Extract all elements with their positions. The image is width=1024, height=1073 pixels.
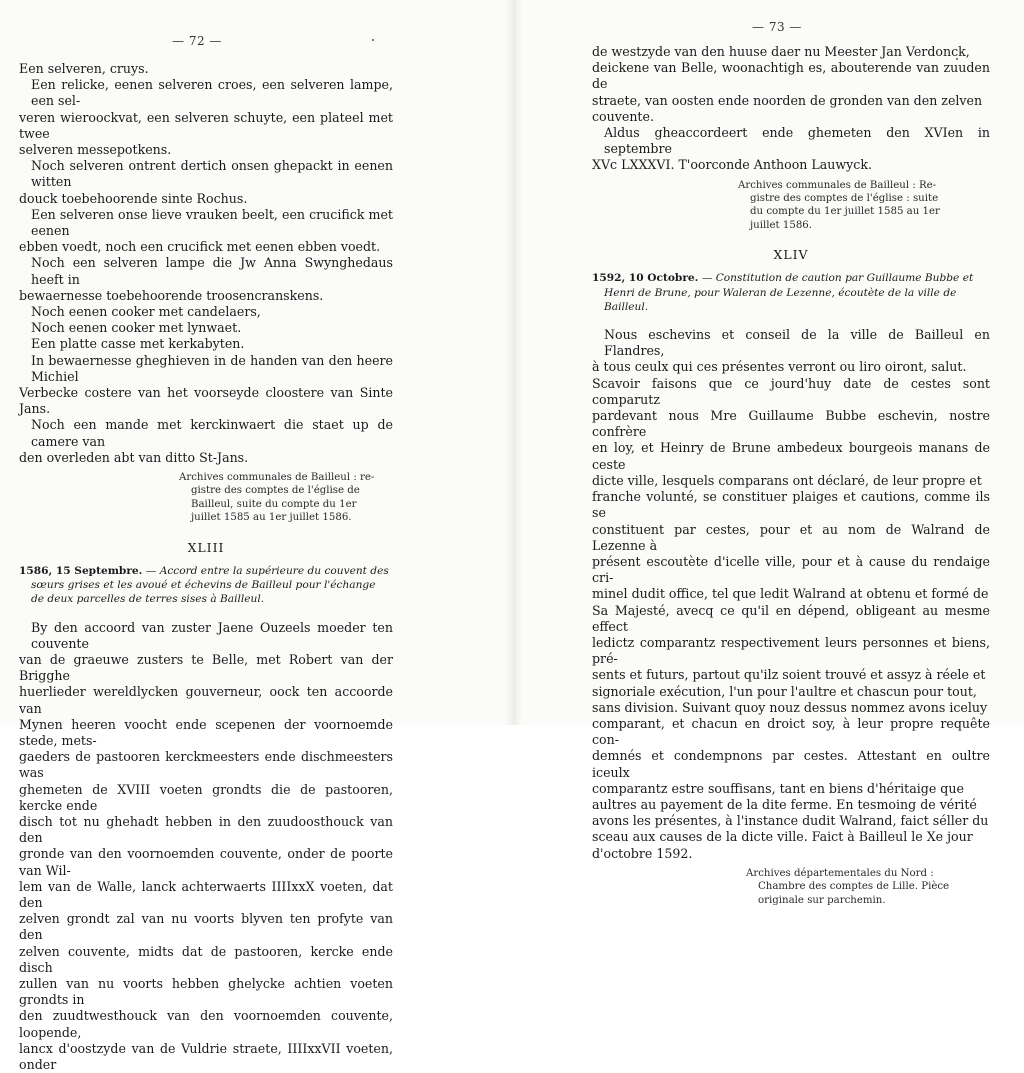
text-line: van de graeuwe zusters te Belle, met Robert van der Brigghe	[19, 651, 393, 684]
text-line: den overleden abt van ditto St-Jans.	[19, 449, 249, 465]
heading-summary: — Constitution de caution par Guillaume Bubbe et	[701, 272, 974, 285]
text-line: Een selveren, cruys.	[19, 61, 149, 76]
text-line: de westzyde van den huuse daer nu Meester Jan Verdonck,	[592, 44, 970, 59]
text-line: zullen van nu voorts hebben ghelycke achtien voeten grondts in	[19, 975, 393, 1008]
text-line: lancx d'oostzyde van de Vuldrie straete, IIIIxxVII voeten, onder	[19, 1040, 393, 1072]
citation-line: Archives communales de Bailleul : re-	[179, 472, 375, 484]
heading-line: sœurs grises et les avoué et échevins de Bailleul pour l'échange	[31, 579, 376, 592]
text-line: Noch eenen cooker met candelaers,	[31, 304, 261, 320]
text-line: demnés et condempnons par cestes. Attestant en oultre iceulx	[592, 748, 990, 780]
left-archive-citation	[19, 471, 379, 525]
text-line: constituent par cestes, pour et au nom de Walrand de Lezenne à	[592, 521, 990, 553]
left-text-top	[19, 61, 393, 466]
text-line: ebben voedt, noch een crucifick met eenen ebben voedt.	[19, 239, 381, 255]
right-text-top	[592, 44, 990, 174]
text-line: comparant, et chacun en droict soy, à leur propre requête con-	[592, 715, 990, 748]
text-line: zelven grondt zal van nu voorts blyven ten profyte van den	[19, 911, 393, 943]
text-line: den zuudtwesthouck van den voornoemden couvente, loopende,	[19, 1008, 393, 1040]
heading-line: Henri de Brune, pour Waleran de Lezenne, écoutète de la ville de	[604, 286, 957, 299]
text-line: sents et futurs, partout qu'ilz soient trouvé et assyz à réele et	[592, 667, 986, 683]
heading-summary: — Accord entre la supérieure du couvent des	[145, 564, 389, 577]
text-line: signoriale exécution, l'un pour l'aultre et chascun pour tout,	[592, 683, 977, 699]
text-line: ledictz comparantz respectivement leurs personnes et biens, pré-	[592, 634, 990, 667]
text-line: zelven couvente, midts dat de pastooren, kercke ende disch	[19, 943, 393, 975]
heading-xliv	[592, 271, 990, 314]
text-line: bewaernesse toebehoorende troosencranskens.	[19, 287, 324, 303]
text-line: huerlieder wereldlycken gouverneur, oock ten accoorde van	[19, 684, 393, 716]
text-line: Noch selveren ontrent dertich onsen ghepackt in eenen witten	[31, 158, 393, 190]
citation-line: Chambre des comptes de Lille. Pièce	[758, 881, 950, 893]
text-line: présent escoutète d'icelle ville, pour et à cause du rendaige cri-	[592, 553, 990, 586]
citation-line: Archives départementales du Nord :	[746, 867, 934, 879]
text-line: Een relicke, eenen selveren croes, een selveren lampe, een sel-	[31, 77, 393, 109]
text-line: Noch een mande met kerckinwaert die staet up de camere van	[31, 417, 393, 449]
text-line: straete, van oosten ende noorden de gronden van den zelven	[592, 92, 983, 108]
text-line: Nous eschevins et conseil de la ville de Bailleul en Flandres,	[604, 327, 990, 359]
text-line: Een platte casse met kerkabyten.	[31, 336, 245, 352]
left-page	[0, 0, 508, 1072]
heading-line: Bailleul.	[604, 300, 649, 313]
text-line: d'octobre 1592.	[592, 845, 693, 861]
text-line: Scavoir faisons que ce jourd'huy date de cestes sont comparutz	[592, 375, 990, 407]
text-line: comparantz estre souffisans, tant en biens d'héritaige que	[592, 780, 964, 796]
citation-line: originale sur parchemin.	[758, 894, 886, 906]
text-line: en loy, et Heinry de Brune ambedeux bourgeois manans de ceste	[592, 440, 990, 472]
heading-date: 1592, 10 Octobre.	[592, 272, 699, 285]
text-line: Een selveren onse lieve vrauken beelt, een crucifick met eenen	[31, 206, 393, 239]
text-line: selveren messepotkens.	[19, 142, 172, 158]
heading-xliii	[19, 564, 393, 607]
citation-line: du compte du 1er juillet 1585 au 1er	[750, 206, 940, 218]
text-line: lem van de Walle, lanck achterwaerts IIIIxxX voeten, dat den	[19, 878, 393, 910]
text-line: à tous ceulx qui ces présentes verront ou liro oiront, salut.	[592, 359, 967, 375]
text-line: couvente.	[592, 108, 654, 124]
left-text-bottom	[19, 620, 393, 1073]
text-line: franche volunté, se constituer plaiges et cautions, comme ils se	[592, 489, 990, 521]
right-text-bottom	[592, 327, 990, 862]
right-page-body	[592, 44, 990, 907]
text-line: XVc LXXXVI. T'oorconde Anthoon Lauwyck.	[592, 157, 872, 173]
text-line: avons les présentes, à l'instance dudit Walrand, faict séller du	[592, 813, 989, 829]
text-line: Noch eenen cooker met lynwaet.	[31, 320, 242, 336]
heading-summary-rest	[19, 578, 393, 606]
citation-line: Archives communales de Bailleul : Re-	[738, 179, 937, 191]
citation-line: Bailleul, suite du compte du 1er	[191, 498, 357, 510]
heading-summary-rest	[592, 286, 990, 314]
text-line: Sa Majesté, avecq ce qu'il en dépend, obligeant au mesme effect	[592, 602, 990, 634]
text-line: minel dudit office, tel que ledit Walrand at obtenu et formé de	[592, 586, 989, 602]
citation-line: gistre des comptes de l'église : suite	[750, 193, 939, 205]
text-line: Verbecke costere van het voorseyde cloostere van Sinte Jans.	[19, 385, 393, 417]
page-number-right: — 73 —	[752, 20, 802, 34]
speck	[372, 39, 374, 41]
section-number-xliv: XLIV	[773, 247, 809, 263]
text-line: Mynen heeren voocht ende scepenen der voornoemde stede, mets-	[19, 716, 393, 748]
citation-line: juillet 1586.	[750, 219, 813, 231]
text-line: sans division. Suivant quoy nouz dessus nommez avons iceluy	[592, 699, 988, 715]
heading-line: de deux parcelles de terres sises à Bailleul.	[31, 593, 265, 606]
text-line: aultres au payement de la dite ferme. En tesmoing de vérité	[592, 796, 977, 812]
right-page	[520, 0, 1024, 906]
text-line: sceau aux causes de la dicte ville. Faict à Bailleul le Xe jour	[592, 829, 973, 845]
text-line: deickene van Belle, woonachtigh es, abouterende van zuuden de	[592, 60, 990, 92]
text-line: veren wieroockvat, een selveren schuyte, een plateel met twee	[19, 109, 393, 141]
right-archive-citation-1	[592, 179, 968, 233]
page-number-left: — 72 —	[172, 34, 222, 48]
text-line: Noch een selveren lampe die Jw Anna Swynghedaus heeft in	[31, 255, 393, 287]
text-line: In bewaernesse gheghieven in de handen van den heere Michiel	[31, 352, 393, 384]
text-line: pardevant nous Mre Guillaume Bubbe eschevin, nostre confrère	[592, 408, 990, 440]
citation-line: gistre des comptes de l'église de	[191, 485, 360, 497]
text-line: gronde van den voornoemden couvente, onder de poorte van Wil-	[19, 846, 393, 878]
text-line: ghemeten de XVIII voeten grondts die de pastooren, kercke ende	[19, 781, 393, 813]
citation-line: juillet 1585 au 1er juillet 1586.	[191, 512, 352, 524]
text-line: gaeders de pastooren kerckmeesters ende dischmeesters was	[19, 749, 393, 781]
left-page-body	[19, 61, 393, 1073]
text-line: disch tot nu ghehadt hebben in den zuudoosthouck van den	[19, 813, 393, 846]
right-archive-citation-2	[592, 867, 976, 907]
text-line: dicte ville, lesquels comparans ont déclaré, de leur propre et	[592, 472, 982, 488]
text-line: douck toebehoorende sinte Rochus.	[19, 190, 248, 206]
text-line: By den accoord van zuster Jaene Ouzeels moeder ten couvente	[31, 619, 393, 651]
heading-date: 1586, 15 Septembre.	[19, 564, 143, 577]
text-line: Aldus gheaccordeert ende ghemeten den XVIen in septembre	[604, 125, 990, 157]
section-number-xliii: XLIII	[187, 539, 225, 555]
